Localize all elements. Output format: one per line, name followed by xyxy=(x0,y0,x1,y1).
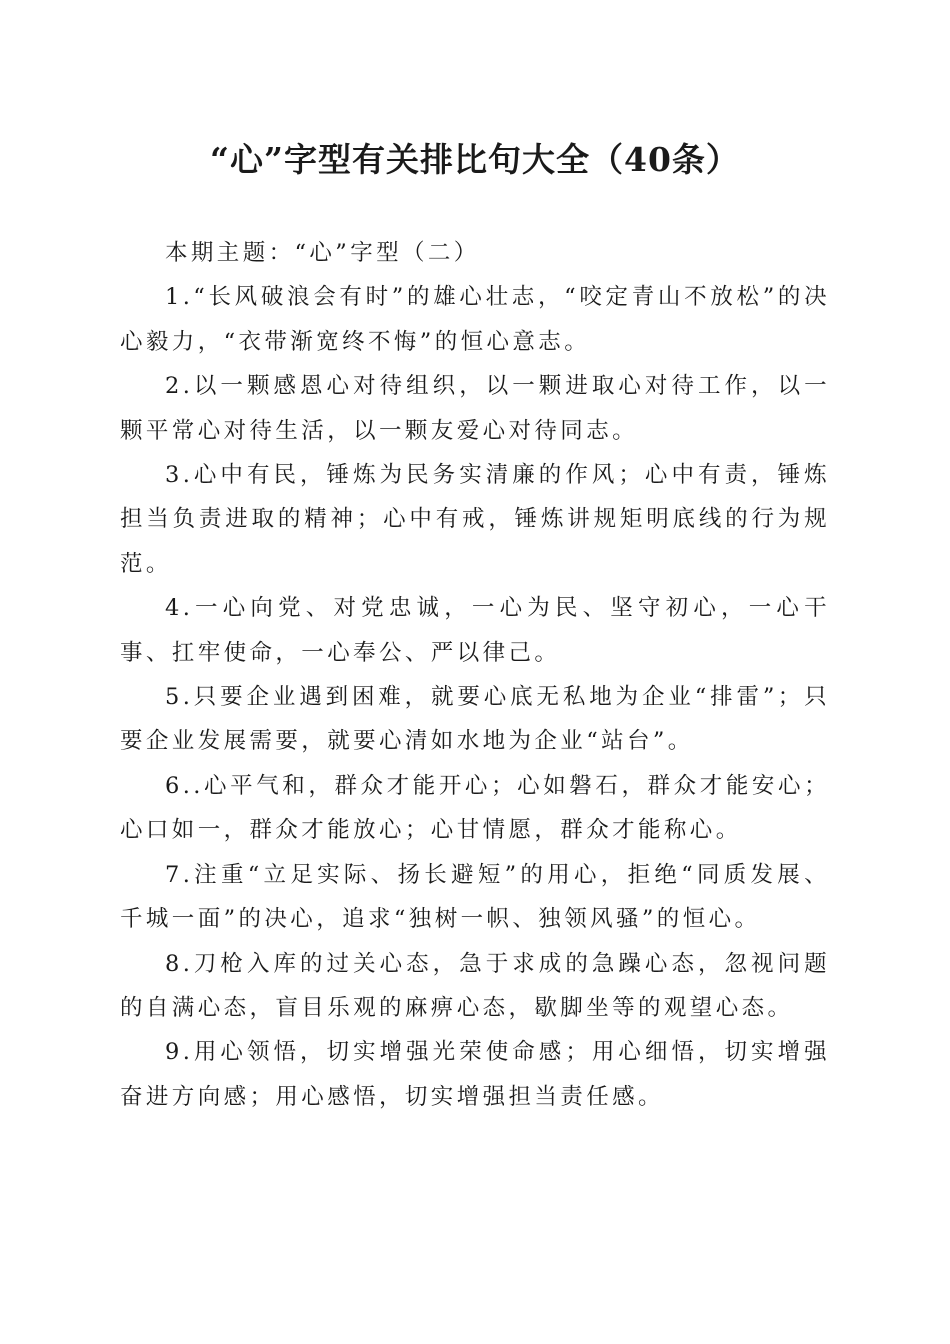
document-title: “心”字型有关排比句大全（40条） xyxy=(210,140,740,179)
subtitle-paragraph: 本期主题：“心”字型（二） xyxy=(165,240,480,266)
list-item: 3.心中有民，锤炼为民务实清廉的作风；心中有责，锤炼担当负责进取的精神；心中有戒，锤炼讲规矩明底线的行为规范。 xyxy=(120,462,830,577)
list-item: 2.以一颗感恩心对待组织，以一颗进取心对待工作，以一颗平常心对待生活，以一颗友爱心对待同志。 xyxy=(120,373,830,444)
list-item: 7.注重“立足实际、扬长避短”的用心，拒绝“同质发展、千城一面”的决心，追求“独树一帜、独领风骚”的恒心。 xyxy=(120,861,830,933)
document-body xyxy=(120,231,830,1119)
list-item: 8.刀枪入库的过关心态，急于求成的急躁心态，忽视问题的自满心态，盲目乐观的麻痹心态，歇脚坐等的观望心态。 xyxy=(120,950,830,1021)
list-item: 6..心平气和，群众才能开心；心如磐石，群众才能安心；心口如一，群众才能放心；心甘情愿，群众才能称心。 xyxy=(120,772,830,844)
list-item: 5.只要企业遇到困难，就要心底无私地为企业“排雷”；只要企业发展需要，就要心清如水地为企业“站台”。 xyxy=(120,684,830,755)
list-item: 4.一心向党、对党忠诚，一心为民、坚守初心，一心干事、扛牢使命，一心奉公、严以律己。 xyxy=(120,595,830,666)
list-item: 1.“长风破浪会有时”的雄心壮志，“咬定青山不放松”的决心毅力，“衣带渐宽终不悔”的恒心意志。 xyxy=(120,284,830,355)
list-item: 9.用心领悟，切实增强光荣使命感；用心细悟，切实增强奋进方向感；用心感悟，切实增强担当责任感。 xyxy=(120,1039,830,1110)
